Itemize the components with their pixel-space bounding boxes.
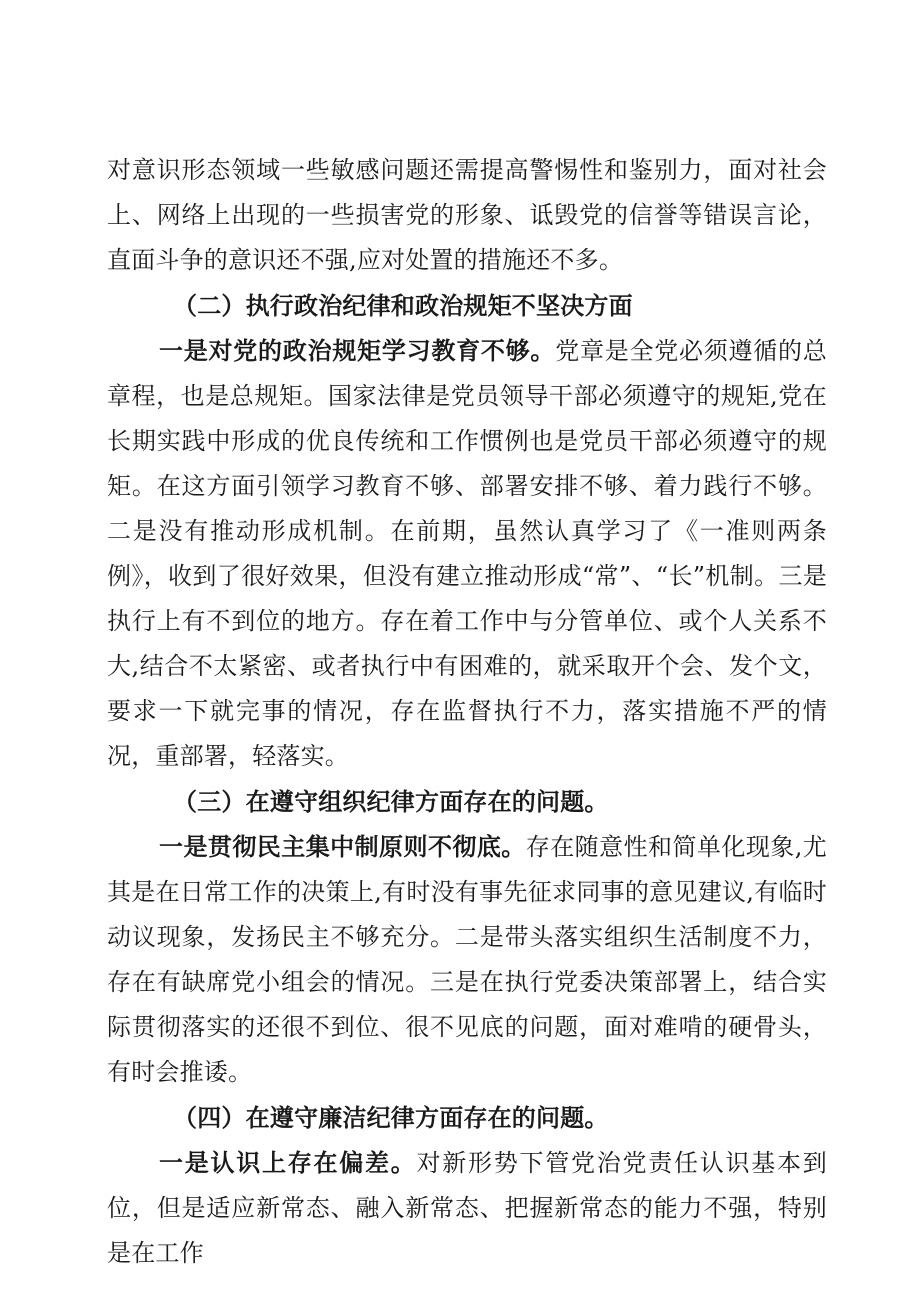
paragraph-text: 存在随意性和简单化现象,尤其是在日常工作的决策上,有时没有事先征求同事的意见建议,有临时动议现象，发扬民主不够充分。二是带头落实组织生活制度不力，存在有缺席党小组会的情况。三是在执行党委决策部署上，结合实际贯彻落实的还很不到位、很不见底的问题，面对难啃的硬骨头，有时会推诿。 <box>107 833 828 1086</box>
paragraph-text: 对新形势下管党治党责任认识基本到位，但是适应新常态、融入新常态、把握新常态的能力不强，特别是在工作 <box>107 1149 828 1267</box>
paragraph-text: 对意识形态领域一些敏感问题还需提高警惕性和鉴别力，面对社会上、网络上出现的一些损害党的形象、诋毁党的信誉等错误言论，直面斗争的意识还不强,应对处置的措施还不多。 <box>107 156 827 274</box>
paragraph-text: 党章是全党必须遵循的总章程，也是总规矩。国家法律是党员领导干部必须遵守的规矩,党在长期实践中形成的优良传统和工作惯例也是党员干部必须遵守的规矩。在这方面引领学习教育不够、部署安排不够、着力践行不够。二是没有推动形成机制。在前期，虽然认真学习了《一准则两条例》，收到了很好效果，但没有建立推动形成“常”、“长”机制。三是执行上有不到位的地方。存在着工作中与分管单位、或个人关系不大,结合不太紧密、或者执行中有困难的，就采取开个会、发个文，要求一下就完事的情况，存在监督执行不力，落实措施不严的情况，重部署，轻落实。 <box>107 337 827 770</box>
paragraph-lead: 一是认识上存在偏差。 <box>159 1148 417 1177</box>
body-paragraph-1 <box>107 148 827 283</box>
section-heading-3: （三）在遵守组织纪律方面存在的问题。 <box>173 787 609 816</box>
paragraph-lead: 一是对党的政治规矩学习教育不够。 <box>159 336 556 365</box>
paragraph-lead: 一是贯彻民主集中制原则不彻底。 <box>159 832 526 861</box>
document-body <box>107 148 827 1276</box>
body-paragraph-3 <box>107 824 827 1095</box>
body-paragraph-4 <box>107 1140 827 1276</box>
body-paragraph-2 <box>107 328 827 779</box>
section-heading-4: （四）在遵守廉洁纪律方面存在的问题。 <box>173 1103 609 1132</box>
section-heading-2: （二）执行政治纪律和政治规矩不坚决方面 <box>173 291 633 320</box>
